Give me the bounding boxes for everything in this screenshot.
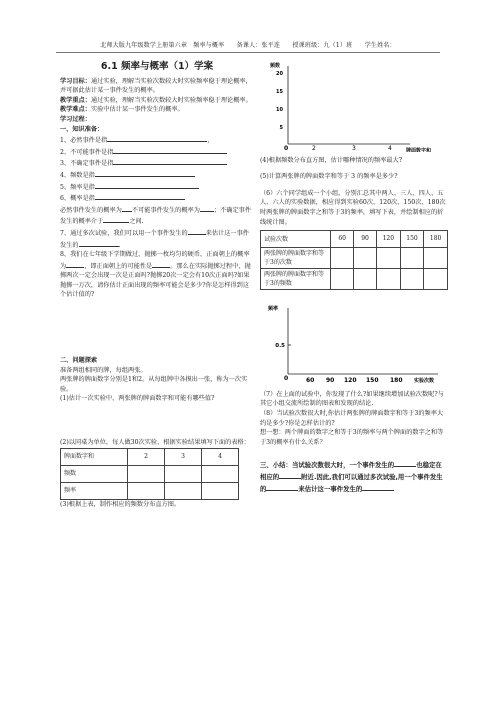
x-axis-label: 实验次数 xyxy=(414,378,435,385)
step-5: (5)计算两张牌的牌面数字和等于 3 的频率是多少? xyxy=(260,173,398,181)
table-cell[interactable] xyxy=(424,269,448,290)
summary-part-d: 来估计这一事件发生的 xyxy=(298,485,363,494)
table-row-label: 频率 xyxy=(61,482,128,499)
p1-blank-1[interactable] xyxy=(122,204,132,212)
q4-blank[interactable] xyxy=(95,169,195,177)
q7b: 来估计这一事件发生的 xyxy=(60,229,249,249)
q1-blank[interactable] xyxy=(107,134,207,142)
q3-blank[interactable] xyxy=(113,157,227,165)
q8-blank-2[interactable] xyxy=(152,260,170,268)
table-header-cell: 4 xyxy=(202,448,239,465)
step-3: (3)根据上表，制作相应的频数分布直方图。 xyxy=(60,500,181,508)
question-3 xyxy=(60,157,254,169)
table-row xyxy=(61,448,239,465)
goal-text: 通过实验，理解当实验次数较大时实验频率稳于理论概率，并可据此估计某一事件发生的概率。 xyxy=(60,77,252,95)
q8b: ，即正面朝上的可能性是 xyxy=(84,262,153,270)
frequency-histogram-axes xyxy=(260,60,448,152)
p1c: ；不确定事件发生的概率介于 xyxy=(60,206,252,226)
right-column xyxy=(260,60,448,495)
page-header: 北师大版九年级数学上册第六章 频率与概率 备课人：张平连 授课班级：九（1）班 学生姓名： xyxy=(56,40,440,53)
probability-range xyxy=(60,204,254,227)
table-row xyxy=(261,231,448,248)
q5-blank[interactable] xyxy=(95,181,199,189)
origin-label: 0 xyxy=(284,375,289,383)
x-tick-label: 4 xyxy=(388,145,392,152)
step-2: (2)以同桌为单位，每人做30次实验，根据实验结果填写下面的表格： xyxy=(60,439,250,447)
difficulty-label: 教学难点： xyxy=(60,106,91,114)
table-row xyxy=(261,269,448,290)
table-header-cell: 180 xyxy=(424,231,448,248)
explore-intro-1: 准备两组相同的牌，每组两张。 xyxy=(60,366,147,374)
table-row-label: 频数 xyxy=(61,465,128,482)
summary-part-a: 三、小结：当试验次数很大时，一个事件发生的 xyxy=(260,461,395,470)
table-header-cell: 试验次数 xyxy=(261,231,331,248)
table-cell[interactable] xyxy=(128,465,165,482)
q2-blank[interactable] xyxy=(113,146,227,154)
learning-goal xyxy=(60,77,254,96)
step-4: (4)根据频数分布直方图，估计哪种情况的频率最大? xyxy=(260,156,403,164)
step-1: (1)估计一次实验中，两张牌的牌面数字和可能有哪些值? xyxy=(60,395,215,403)
q4-text: 4、频数是指 xyxy=(60,171,95,179)
y-tick-label: 15 xyxy=(276,89,283,95)
question-8 xyxy=(60,250,254,300)
x-tick-label: 2 xyxy=(312,145,316,152)
step-8-think: 想一想：两个牌面的数字之和等于3的频率与两个牌面的数字之和等于3的概率有什么关系？ xyxy=(260,429,444,446)
explore-intro-2: 两张牌的牌面数字分别是1和2。从每组牌中各摸出一张，称为一次实验。 xyxy=(60,376,248,393)
x-tick-label: 120 xyxy=(344,377,357,385)
experiment-table xyxy=(260,230,448,290)
table-cell[interactable] xyxy=(377,248,401,269)
p1b: 不可能事件发生的概率为 xyxy=(131,206,200,214)
table-cell[interactable] xyxy=(331,269,354,290)
table-header-cell: 150 xyxy=(400,231,424,248)
table-row xyxy=(61,465,239,482)
p1a: 必然事件发生的概率为 xyxy=(60,206,122,214)
y-tick-label: 5 xyxy=(279,125,283,131)
difficulty-text: 实验中估计某一事件发生的概率。 xyxy=(90,106,184,114)
question-4 xyxy=(60,169,254,181)
p1-blank-2[interactable] xyxy=(200,204,214,212)
table-row-label: 两张牌的牌面数字和等于3的次数 xyxy=(261,248,331,269)
q3-text: 3、不确定事件是指 xyxy=(60,160,114,168)
p1d: 之间. xyxy=(129,218,144,226)
table-cell[interactable] xyxy=(400,269,424,290)
y-tick-label: 20 xyxy=(276,71,283,77)
step-7: （7）在上面的试验中，你发现了什么?如果继续增加试验次数呢?与其它小组交流所绘制的图表和发现的结论. xyxy=(260,390,444,408)
y-tick-label: 10 xyxy=(276,107,283,113)
x-tick-label: 150 xyxy=(366,377,379,385)
q8a: 8、我们在七年级下学期做过，抛掷一枚均匀的硬币，正面朝上的概率为 xyxy=(60,251,250,270)
x-tick-label: 60 xyxy=(306,377,315,385)
question-2 xyxy=(60,146,254,158)
q6-blank[interactable] xyxy=(95,192,185,200)
table-cell[interactable] xyxy=(202,482,239,499)
p1-blank-3[interactable] xyxy=(103,215,129,223)
question-7: 7、通过多次试验，我们可以用一个事件发生的 来估计这一事件发生的 . xyxy=(60,227,254,250)
process-heading: 学习过程： xyxy=(60,115,91,123)
question-5 xyxy=(60,181,254,193)
q7-blank-1[interactable] xyxy=(188,227,206,235)
q6-text: 6、概率是指 xyxy=(60,195,95,203)
q2-text: 2、不可能事件是指 xyxy=(60,148,114,156)
section-knowledge-heading: 一、知识准备： xyxy=(60,125,104,133)
table-row xyxy=(261,248,448,269)
frequency-table xyxy=(60,448,239,500)
left-column xyxy=(60,60,254,509)
step-8: （8）当试验次数很大时,你估计两张牌的牌面数字和等于3的频率大约是多少?你是怎样估计的? xyxy=(260,409,444,427)
table-header-cell: 3 xyxy=(165,448,202,465)
table-header-cell: 60 xyxy=(331,231,354,248)
key-text: 通过实验，理解当实验次数较大时实验频率稳于理论概率。 xyxy=(90,96,252,104)
q7a: 7、通过多次试验，我们可以用一个事件发生的 xyxy=(60,229,188,237)
goal-label: 学习目标： xyxy=(60,77,91,85)
table-cell[interactable] xyxy=(165,482,202,499)
table-cell[interactable] xyxy=(202,465,239,482)
table-cell[interactable] xyxy=(128,482,165,499)
y-axis-label: 频率 xyxy=(268,306,279,313)
summary xyxy=(260,459,448,495)
table-header-cell: 牌面数字和 xyxy=(61,448,128,465)
summary-part-c: 附近.因此,我们可以通过多次试验,用一个事件发生的 xyxy=(260,473,443,494)
table-row xyxy=(61,482,239,499)
summary-blank-1[interactable] xyxy=(394,459,416,467)
question-1 xyxy=(60,134,254,146)
q1-text: 1、必然事件是指 xyxy=(60,137,108,145)
table-header-cell: 120 xyxy=(377,231,401,248)
q8c: 。那么在实际抛掷过程中，抛掷两次一定会出现一次是正面吗?抛掷20次一定会有10次正面吗?如果抛掷一万次，请你估计正面出现的频率可能会是多少?你是怎样得到这个估计值的? xyxy=(60,262,251,299)
y-axis-label: 频数 xyxy=(270,63,281,69)
table-cell[interactable] xyxy=(165,465,202,482)
summary-part-b: 也稳定在相应的 xyxy=(260,461,442,482)
frequency-line-chart-axes xyxy=(260,304,448,386)
x-tick-label: 90 xyxy=(326,377,335,385)
table-row-label: 两张牌的牌面数字和等于3的频数 xyxy=(261,269,331,290)
table-cell[interactable] xyxy=(377,269,401,290)
question-6 xyxy=(60,192,254,204)
teaching-difficulty xyxy=(60,105,254,115)
table-header-cell: 2 xyxy=(128,448,165,465)
x-tick-label: 180 xyxy=(390,377,403,385)
y-tick-label: 0.5 xyxy=(275,343,285,350)
table-cell[interactable] xyxy=(424,248,448,269)
q1-end: ， xyxy=(207,137,214,145)
summary-blank-2[interactable] xyxy=(279,471,301,479)
step-6: （6）六个同学组成一个小组，分别汇总其中两人、三人、四人、五人、六人的实验数据，相应得到实验60次、120次、150次、180次时两张牌的牌面数字之和等于3的频率，填写下表，并绘制相应的折线统计图。 xyxy=(260,189,446,226)
table-cell[interactable] xyxy=(400,248,424,269)
q8-blank-1[interactable] xyxy=(66,260,84,268)
x-tick-label: 3 xyxy=(352,145,356,152)
table-cell[interactable] xyxy=(331,248,354,269)
q7-blank-2[interactable] xyxy=(79,239,119,247)
key-label: 教学重点： xyxy=(60,96,91,104)
x-axis-label: 牌面数字和 xyxy=(406,148,432,152)
page-title: 6.1 频率与概率（1）学案 xyxy=(100,61,214,72)
table-cell[interactable] xyxy=(354,248,377,269)
section-explore-heading: 二、问题探索 xyxy=(60,357,98,365)
origin-label: 0 xyxy=(284,145,289,152)
table-header-cell: 90 xyxy=(354,231,377,248)
teaching-key xyxy=(60,96,254,106)
q5-text: 5、频率是指 xyxy=(60,183,95,191)
summary-blank-4[interactable] xyxy=(362,483,394,491)
summary-blank-3[interactable] xyxy=(266,483,298,491)
table-cell[interactable] xyxy=(354,269,377,290)
